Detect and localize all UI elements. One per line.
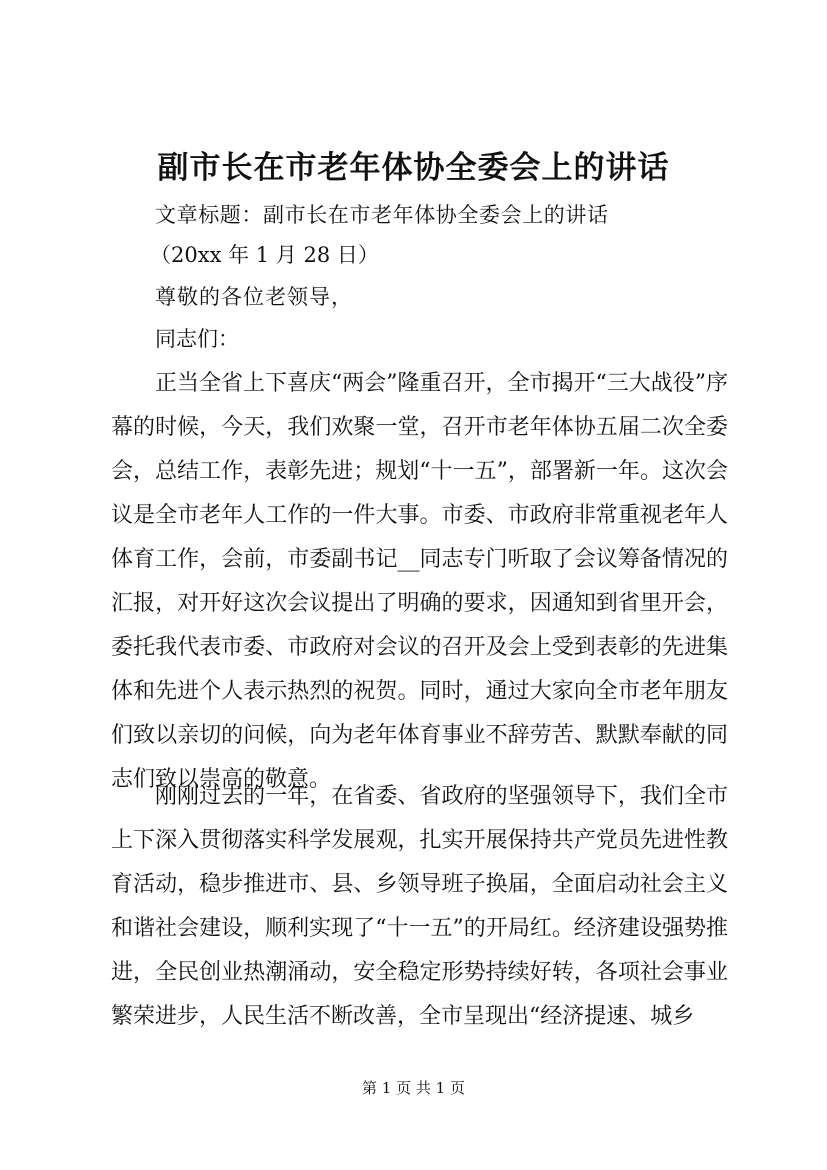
article-title-line: 文章标题：副市长在市老年体协全委会上的讲话 xyxy=(155,203,609,227)
greeting-line: 尊敬的各位老领导， xyxy=(155,285,353,309)
page-footer: 第 1 页 共 1 页 xyxy=(362,1079,465,1097)
document-title: 副市长在市老年体协全委会上的讲话 xyxy=(157,150,670,186)
date-line: （20xx 年 1 月 28 日） xyxy=(150,243,379,267)
salutation-line: 同志们： xyxy=(155,327,239,351)
body-paragraph: 正当全省上下喜庆“两会”隆重召开，全市揭开“三大战役”序幕的时候，今天，我们欢聚一堂，召开市老年体协五届二次全委会，总结工作，表彰先进；规划“十一五”，部署新一年。这次会议是全市老年人工作的一件大事。市委、市政府非常重视老年人体育工作，会前，市委副书记__同志专门听取了会议筹备情况的汇报，对开好这次会议提出了明确的要求，因通知到省里开会，委托我代表市委、市政府对会议的召开及会上受到表彰的先进集体和先进个人表示热烈的祝贺。同时，通过大家向全市老年朋友们致以亲切的问候，向为老年体育事业不辞劳苦、默默奉献的同志们致以崇高的敬意。 xyxy=(111,371,728,792)
body-paragraph: 刚刚过去的一年，在省委、省政府的坚强领导下，我们全市上下深入贯彻落实科学发展观，扎实开展保持共产党员先进性教育活动，稳步推进市、县、乡领导班子换届，全面启动社会主义和谐社会建设，顺利实现了“十一五”的开局红。经济建设强势推进，全民创业热潮涌动，安全稳定形势持续好转，各项社会事业繁荣进步，人民生活不断改善，全市呈现出“经济提速、城乡 xyxy=(111,784,728,1029)
